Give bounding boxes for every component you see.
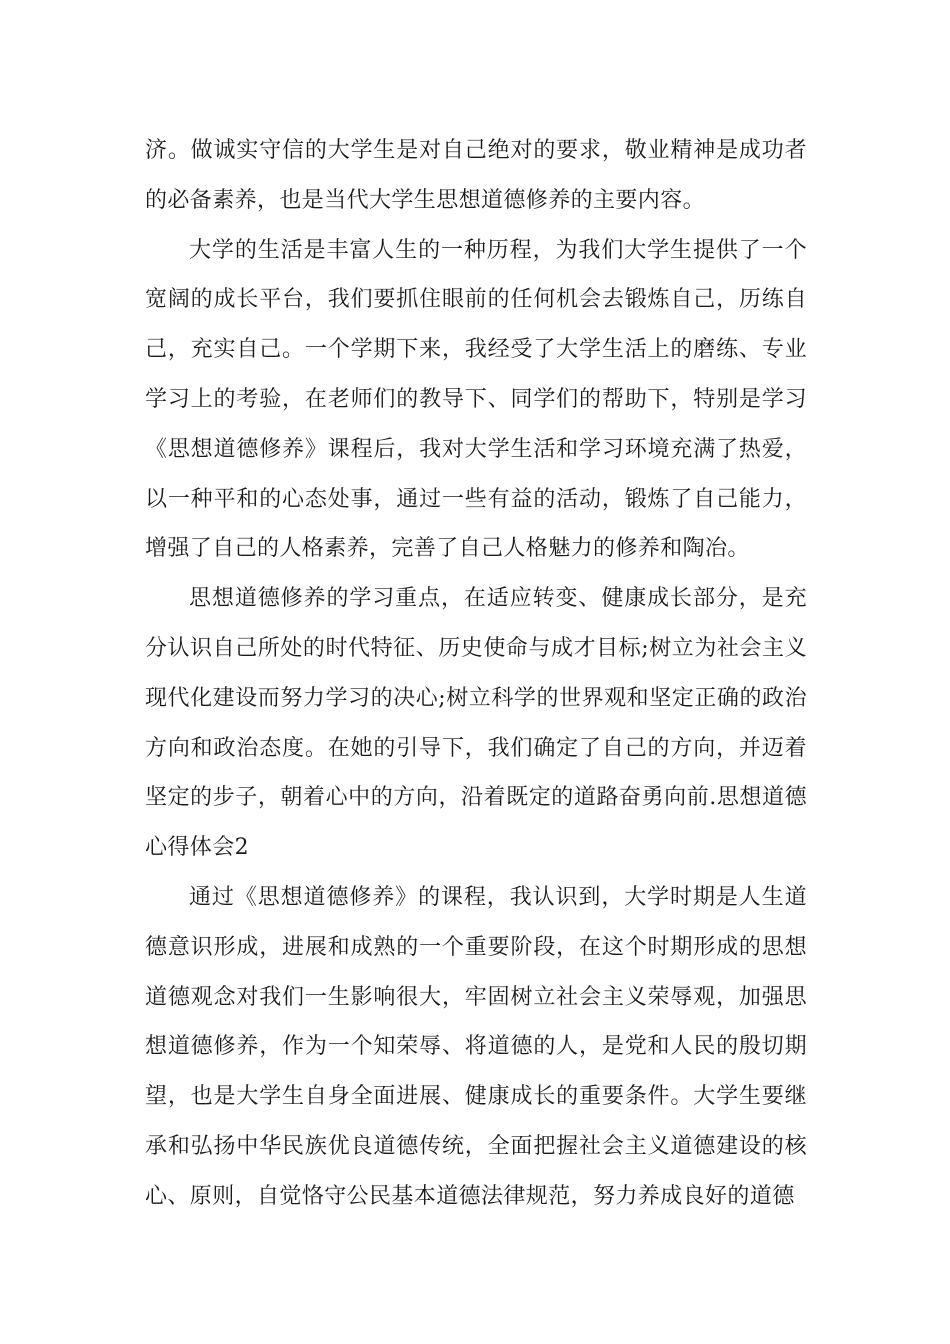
- paragraph-continuation: 济。做诚实守信的大学生是对自己绝对的要求，敬业精神是成功者的必备素养，也是当代大学生思想道德修养的主要内容。: [145, 138, 807, 213]
- paragraph-course-reflection: 通过《思想道德修养》的课程，我认识到，大学时期是人生道德意识形成，进展和成熟的一个重要阶段，在这个时期形成的思想道德观念对我们一生影响很大，牢固树立社会主义荣辱观，加强思想道德修养，作为一个知荣辱、将道德的人，是党和人民的殷切期望，也是大学生自身全面进展、健康成长的重要条件。大学生要继承和弘扬中华民族优良道德传统，全面把握社会主义道德建设的核心、原则，自觉恪守公民基本道德法律规范，努力养成良好的道德: [145, 884, 807, 1209]
- paragraph-study-focus: 思想道德修养的学习重点，在适应转变、健康成长部分，是充分认识自己所处的时代特征、历史使命与成才目标;树立为社会主义现代化建设而努力学习的决心;树立科学的世界观和坚定正确的政治方向和政治态度。在她的引导下，我们确定了自己的方向，并迈着坚定的步子，朝着心中的方向，沿着既定的道路奋勇向前.思想道德心得体会2: [145, 586, 807, 861]
- paragraph-university-life: 大学的生活是丰富人生的一种历程，为我们大学生提供了一个宽阔的成长平台，我们要抓住眼前的任何机会去锻炼自己，历练自己，充实自己。一个学期下来，我经受了大学生活上的磨练、专业学习上的考验，在老师们的教导下、同学们的帮助下，特别是学习《思想道德修养》课程后，我对大学生活和学习环境充满了热爱，以一种平和的心态处事，通过一些有益的活动，锻炼了自己能力，增强了自己的人格素养，完善了自己人格魅力的修养和陶冶。: [145, 237, 807, 562]
- document-body: [145, 126, 807, 1222]
